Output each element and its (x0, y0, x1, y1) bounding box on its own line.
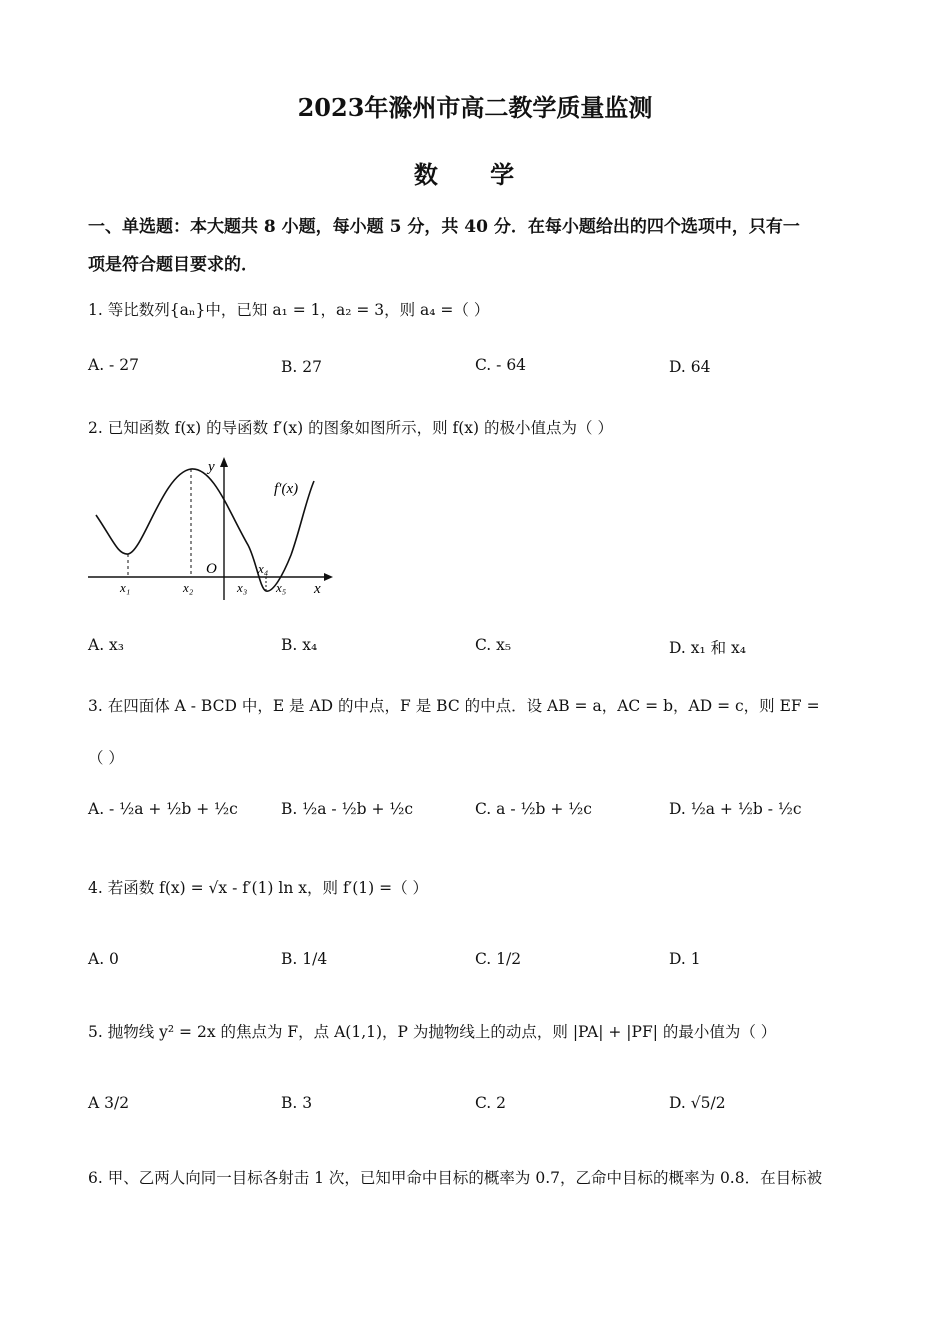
section-heading: 一、单选题：本大题共 8 小题，每小题 5 分，共 40 分．在每小题给出的四个选项中，只有一 (88, 217, 800, 237)
y-axis-label: y (208, 459, 215, 475)
page-title: 2023年滁州市高二教学质量监测 (297, 93, 653, 122)
point-x5: x₅ (276, 580, 287, 595)
q1-option-b: B. 27 (281, 358, 322, 376)
q2-option-d: D. x₁ 和 x₄ (669, 639, 746, 657)
point-x1: x₁ (120, 580, 131, 595)
q2-option-b: B. x₄ (281, 636, 318, 654)
q3-option-a: A. - ½a + ½b + ½c (88, 800, 238, 818)
derivative-graph (88, 455, 338, 605)
q1-option-d: D. 64 (669, 358, 711, 376)
x-axis-arrow (324, 573, 333, 581)
question-5: 5. 抛物线 y² = 2x 的焦点为 F，点 A(1,1)，P 为抛物线上的动点，则 |PA| + |PF| 的最小值为（ ） (88, 1023, 777, 1041)
q4-option-a: A. 0 (88, 950, 119, 968)
q3-option-b: B. ½a - ½b + ½c (281, 800, 414, 818)
q1-option-a: A. - 27 (88, 356, 139, 374)
x-axis-label: x (314, 581, 321, 597)
q5-option-d: D. √5/2 (669, 1094, 726, 1112)
q4-option-b: B. 1/4 (281, 950, 328, 968)
question-6: 6. 甲、乙两人向同一目标各射击 1 次，已知甲命中目标的概率为 0.7，乙命中目标的概率为 0.8．在目标被 (88, 1169, 823, 1187)
origin-label: O (206, 561, 217, 577)
q3-option-c: C. a - ½b + ½c (475, 800, 592, 818)
point-x2: x₂ (183, 580, 194, 595)
question-2: 2. 已知函数 f(x) 的导函数 f′(x) 的图象如图所示，则 f(x) 的极小值点为（ ） (88, 419, 613, 437)
q2-option-c: C. x₅ (475, 636, 512, 654)
q5-option-b: B. 3 (281, 1094, 313, 1112)
point-x4: x₄ (258, 561, 269, 576)
q4-option-d: D. 1 (669, 950, 701, 968)
y-axis-arrow (220, 457, 228, 467)
q3-option-d: D. ½a + ½b - ½c (669, 800, 802, 818)
q5-option-c: C. 2 (475, 1094, 507, 1112)
q4-option-c: C. 1/2 (475, 950, 522, 968)
subject-title: 数 学 (413, 160, 537, 189)
section-heading-line2: 项是符合题目要求的． (88, 255, 258, 275)
question-3: 3. 在四面体 A - BCD 中，E 是 AD 的中点，F 是 BC 的中点．设 AB = a，AC = b，AD = c，则 EF = (88, 697, 820, 715)
question-1: 1. 等比数列{aₙ}中，已知 a₁ = 1，a₂ = 3，则 a₄ =（ ） (88, 301, 490, 319)
curve-label: f′(x) (274, 481, 299, 497)
q2-option-a: A. x₃ (88, 636, 125, 654)
question-3-paren: （ ） (88, 749, 124, 767)
q1-option-c: C. - 64 (475, 356, 527, 374)
question-4: 4. 若函数 f(x) = √x - f′(1) ln x，则 f′(1) =（ ） (88, 879, 428, 897)
q5-option-a: A 3/2 (88, 1094, 130, 1112)
point-x3: x₃ (237, 580, 248, 595)
